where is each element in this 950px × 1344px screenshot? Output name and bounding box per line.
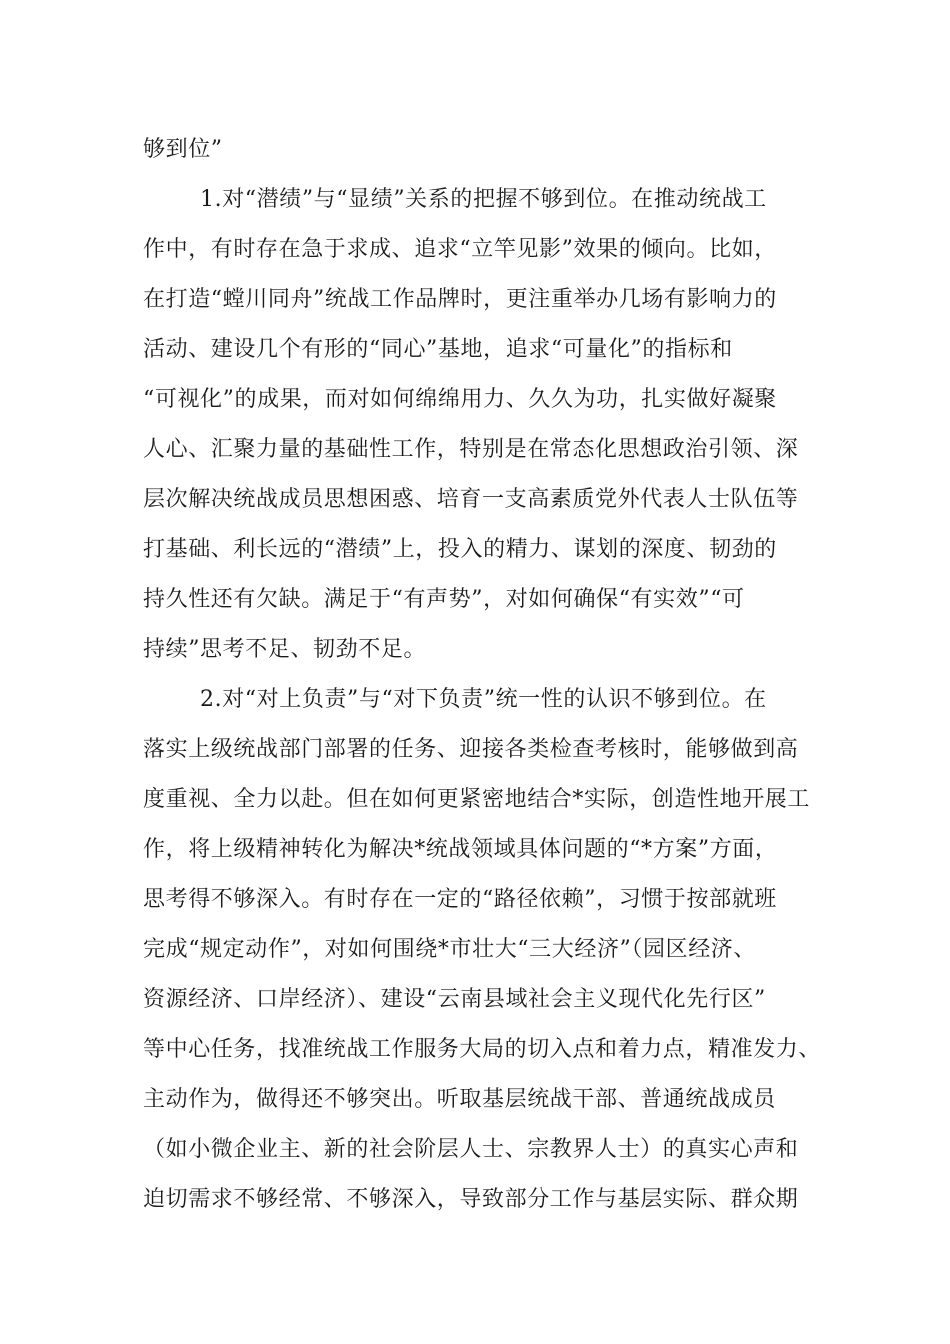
text-line: 够到位” <box>143 137 223 162</box>
text-line: 主动作为，做得还不够突出。听取基层统战干部、普通统战成员 <box>143 1087 776 1112</box>
text-line: 作，将上级精神转化为解决*统战领域具体问题的“*方案”方面， <box>143 837 778 862</box>
text-line: 打基础、利长远的“潜绩”上，投入的精力、谋划的深度、韧劲的 <box>143 537 777 562</box>
text-line: 人心、汇聚力量的基础性工作，特别是在常态化思想政治引领、深 <box>143 437 799 462</box>
text-line: 活动、建设几个有形的“同心”基地，追求“可量化”的指标和 <box>143 337 733 362</box>
text-line: 资源经济、口岸经济）、建设“云南县域社会主义现代化先行区” <box>143 987 766 1012</box>
text-line: 思考得不够深入。有时存在一定的“路径依赖”，习惯于按部就班 <box>143 887 777 912</box>
paragraph-2-first-line: 2.对“对上负责”与“对下负责”统一性的认识不够到位。在 <box>200 687 767 712</box>
text-line: “可视化”的成果，而对如何绵绵用力、久久为功，扎实做好凝聚 <box>143 387 777 412</box>
text-line: 落实上级统战部门部署的任务、迎接各类检查考核时，能够做到高 <box>143 737 799 762</box>
text-line: 迫切需求不够经常、不够深入，导致部分工作与基层实际、群众期 <box>143 1187 799 1212</box>
text-line: 持久性还有欠缺。满足于“有声势”，对如何确保“有实效”“可 <box>143 587 745 612</box>
text-line: 在打造“螳川同舟”统战工作品牌时，更注重举办几场有影响力的 <box>143 287 777 312</box>
text-line: 度重视、全力以赴。但在如何更紧密地结合*实际，创造性地开展工 <box>143 787 811 812</box>
text-line: 层次解决统战成员思想困惑、培育一支高素质党外代表人士队伍等 <box>143 487 799 512</box>
text-line: 持续”思考不足、韧劲不足。 <box>143 637 427 662</box>
paragraph-1-first-line: 1.对“潜绩”与“显绩”关系的把握不够到位。在推动统战工 <box>200 187 767 212</box>
text-line: 作中，有时存在急于求成、追求“立竿见影”效果的倾向。比如， <box>143 237 777 262</box>
text-line: 完成“规定动作”，对如何围绕*市壮大“三大经济”（园区经济、 <box>143 937 756 962</box>
text-line: （如小微企业主、新的社会阶层人士、宗教界人士）的真实心声和 <box>143 1137 799 1162</box>
text-line: 等中心任务，找准统战工作服务大局的切入点和着力点，精准发力、 <box>143 1037 822 1062</box>
